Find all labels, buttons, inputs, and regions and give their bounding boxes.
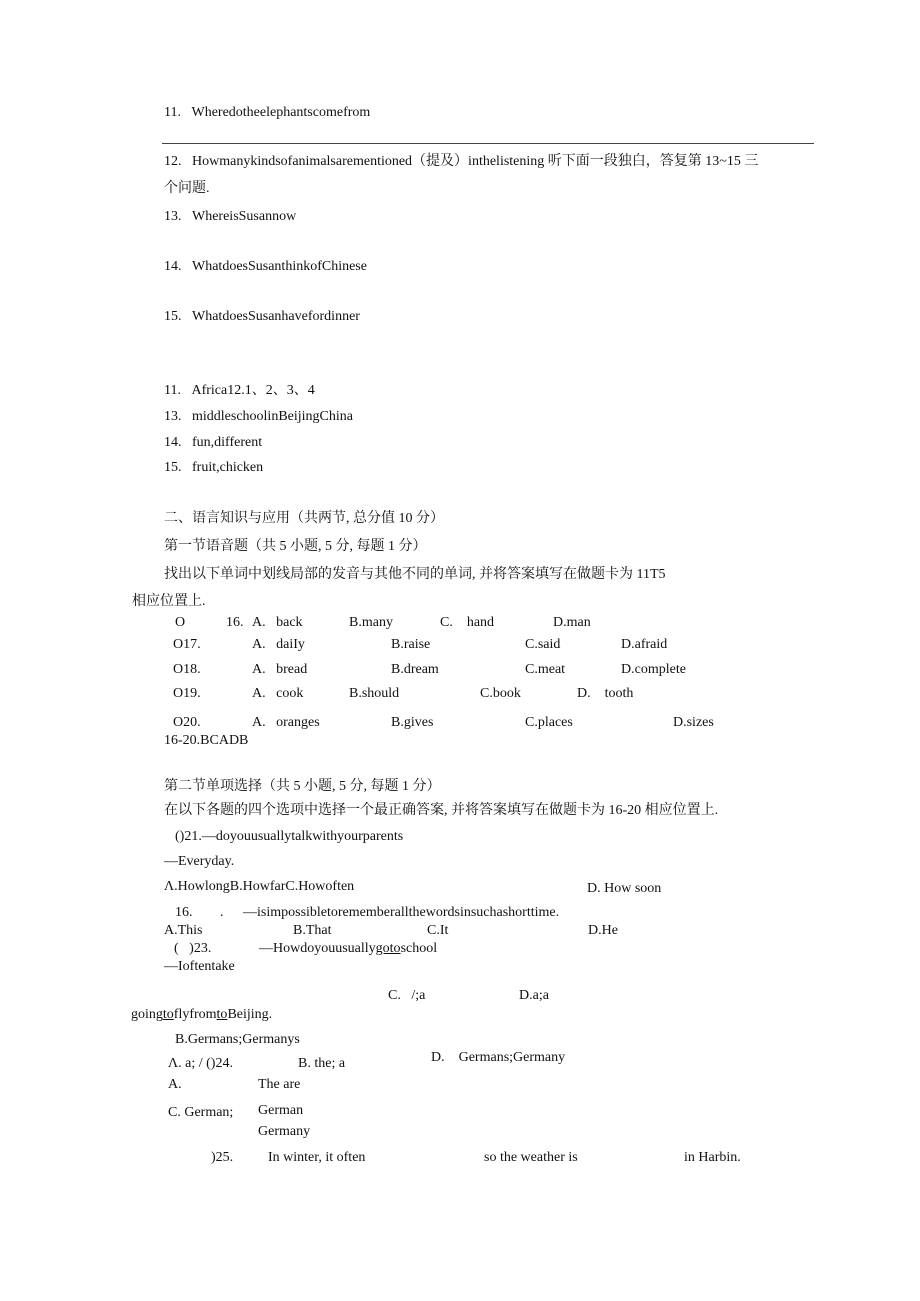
question-24-line: Λ. a; / ()24. (168, 1056, 233, 1071)
question-25-text-c: in Harbin. (684, 1150, 741, 1165)
question-24-option-c-text1: German (258, 1103, 304, 1118)
answer-15: 15. fruit,chicken (164, 460, 264, 475)
question-23-underlined: goto (375, 941, 401, 956)
phonetic-option-d: D. tooth (577, 686, 634, 701)
section1-heading: 第一节语音题（共 5 小题, 5 分, 每题 1 分） (164, 539, 427, 554)
question-22-option-b: B.That (293, 923, 332, 938)
section1-instruction-line2: 相应位置上. (132, 594, 206, 609)
section2-instruction: 在以下各题的四个选项中选择一个最正确答案, 并将答案填写在做题卡为 16-20 相应位置上. (164, 803, 719, 818)
phonetic-option-a: A. oranges (252, 715, 320, 730)
phonetic-prefix: O (175, 615, 186, 630)
phonetic-option-c: C. hand (440, 615, 495, 630)
question-23-prefix: ( )23. (174, 941, 212, 956)
phonetic-option-c: C.said (525, 637, 561, 652)
answer-14: 14. fun,different (164, 435, 263, 450)
question-13: 13. WhereisSusannow (164, 209, 297, 224)
question-22-option-a: A.This (164, 923, 203, 938)
lead-beijing: Beijing. (227, 1007, 273, 1022)
phonetic-option-b: B.should (349, 686, 400, 701)
phonetic-option-b: B.gives (391, 715, 434, 730)
question-21-reply: —Everyday. (164, 854, 235, 869)
question-23-text-pre: —Howdoyouusually (259, 941, 376, 956)
question-23-text (259, 940, 437, 958)
phonetic-option-d: D.complete (621, 662, 686, 677)
question-21: ()21.—doyouusuallytalkwithyourparents (175, 829, 404, 844)
phonetic-num: O20. (173, 715, 201, 730)
phonetic-option-a: A. bread (252, 662, 308, 677)
question-23-text-post: school (400, 941, 438, 956)
question-22-text: —isimpossibletorememberallthewordsinsuchashorttime. (243, 905, 560, 920)
lead-going: going (131, 1007, 163, 1022)
question-22-dot: . (220, 905, 224, 920)
question-24-option-c-label: C. German; (168, 1105, 234, 1120)
question-22-option-d: D.He (588, 923, 618, 938)
phonetic-option-c: C.meat (525, 662, 566, 677)
answer-13: 13. middleschoolinBeijingChina (164, 409, 353, 424)
phonetic-option-b: B.many (349, 615, 393, 630)
section2-heading: 第二节单项选择（共 5 小题, 5 分, 每题 1 分） (164, 779, 441, 794)
question-24-option-a-text: The are (258, 1077, 301, 1092)
question-24-lead (131, 1006, 272, 1024)
divider-line (162, 143, 814, 144)
answer-11-12: 11. Africa12.1、2、3、4 (164, 383, 315, 398)
phonetic-num: O17. (173, 637, 201, 652)
question-24-option-c-text2: Germany (258, 1124, 311, 1139)
phonetic-option-b: B.raise (391, 637, 431, 652)
question-25-text-a: In winter, it often (268, 1150, 366, 1165)
question-22-option-c: C.It (427, 923, 449, 938)
question-22-num: 16. (175, 905, 193, 920)
question-21-option-d: D. How soon (587, 881, 662, 896)
question-24-option-b2: B. the; a (298, 1056, 346, 1071)
phonetic-option-a: A. cook (252, 686, 304, 701)
phonetic-option-a: A. back (252, 615, 303, 630)
phonetic-option-d: D.sizes (673, 715, 714, 730)
phonetic-option-d: D.man (553, 615, 591, 630)
question-23-option-d: D.a;a (519, 988, 549, 1003)
lead-to-underlined: to (216, 1007, 228, 1022)
question-24-option-b: B.Germans;Germanys (175, 1032, 300, 1047)
phonetic-answer: 16-20.BCADB (164, 733, 249, 748)
phonetic-option-a: A. daiIy (252, 637, 305, 652)
question-25-num: )25. (211, 1150, 234, 1165)
question-14: 14. WhatdoesSusanthinkofChinese (164, 259, 367, 274)
question-12-line1: 12. Howmanykindsofanimalsarementioned（提及）inthelistening 听下面一段独白，答复第 13~15 三 (164, 154, 759, 169)
phonetic-option-c: C.book (480, 686, 521, 701)
question-21-options: Λ.HowlongB.HowfarC.Howoften (164, 879, 355, 894)
phonetic-num: O18. (173, 662, 201, 677)
question-15: 15. WhatdoesSusanhavefordinner (164, 309, 360, 324)
phonetic-option-c: C.places (525, 715, 573, 730)
lead-to-underlined: to (162, 1007, 174, 1022)
section1-instruction-line1: 找出以下单词中划线局部的发音与其他不同的单词, 并将答案填写在做题卡为 11T5 (164, 567, 666, 582)
lead-flyfrom: flyfrom (173, 1007, 217, 1022)
phonetic-num: O19. (173, 686, 201, 701)
question-12-line2: 个问题. (164, 181, 210, 196)
question-25-text-b: so the weather is (484, 1150, 578, 1165)
question-24-option-d: D. Germans;Germany (431, 1050, 566, 1065)
question-23-reply: —Ioftentake (164, 959, 235, 974)
phonetic-option-b: B.dream (391, 662, 439, 677)
question-11: 11. Wheredotheelephantscomefrom (164, 105, 371, 120)
question-24-option-a-label: A. (168, 1077, 182, 1092)
phonetic-option-d: D.afraid (621, 637, 668, 652)
phonetic-num: 16. (226, 615, 244, 630)
question-23-option-c: C. /;a (388, 988, 426, 1003)
part2-heading: 二、语言知识与应用（共两节, 总分值 10 分） (164, 511, 444, 526)
